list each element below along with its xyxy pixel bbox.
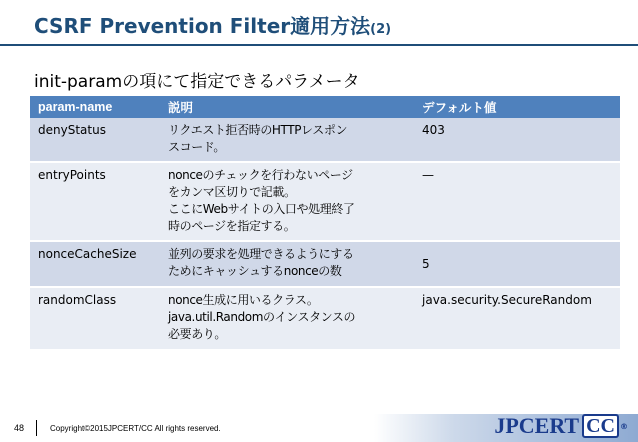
- description-cell: [160, 162, 414, 241]
- description-line: ためにキャッシュするnonceの数: [168, 264, 342, 278]
- logo-text: JPCERT: [494, 413, 580, 438]
- description-cell: [160, 287, 414, 349]
- copyright-text: Copyright©2015JPCERT/CC All rights reserved.: [50, 424, 221, 433]
- slide-title-main: CSRF Prevention Filter適用方法: [34, 14, 371, 38]
- page-number: 48: [14, 423, 25, 433]
- param-name-cell: denyStatus: [30, 118, 160, 162]
- table-row: [30, 241, 620, 287]
- default-value-cell: —: [414, 162, 620, 241]
- param-name-cell: randomClass: [30, 287, 160, 349]
- description-cell: [160, 118, 414, 162]
- table-header-row: [30, 96, 620, 118]
- jpcert-logo: [494, 413, 628, 439]
- footer-divider: [36, 420, 37, 436]
- logo-registered-mark: ®: [620, 421, 628, 431]
- default-value-cell: 5: [414, 241, 620, 287]
- description-line: をカンマ区切りで記載。: [168, 185, 296, 199]
- slide-subtitle: init-paramの項にて指定できるパラメータ: [34, 72, 360, 92]
- default-value-cell: 403: [414, 118, 620, 162]
- param-table: [30, 96, 620, 349]
- table-row: [30, 287, 620, 349]
- table-row: [30, 162, 620, 241]
- param-name-cell: entryPoints: [30, 162, 160, 241]
- param-name-cell: nonceCacheSize: [30, 241, 160, 287]
- title-divider: [0, 44, 638, 46]
- description-cell: [160, 241, 414, 287]
- description-line: 時のページを指定する。: [168, 219, 296, 233]
- description-line: java.util.Randomのインスタンスの: [168, 310, 356, 324]
- table-row: [30, 118, 620, 162]
- logo-cc: CC: [582, 414, 619, 438]
- header-param-name: param-name: [30, 96, 160, 118]
- description-line: リクエスト拒否時のHTTPレスポン: [168, 123, 348, 137]
- default-value-cell: java.security.SecureRandom: [414, 287, 620, 349]
- description-line: 並列の要求を処理できるようにする: [168, 247, 354, 261]
- description-line: 必要あり。: [168, 327, 227, 341]
- slide-title-suffix: (2): [370, 22, 392, 37]
- description-line: ここにWebサイトの入口や処理終了: [168, 202, 355, 216]
- description-line: nonce生成に用いるクラス。: [168, 293, 319, 307]
- description-line: nonceのチェックを行わないページ: [168, 168, 353, 182]
- header-description: 説明: [160, 96, 414, 118]
- slide-title: [34, 10, 391, 39]
- header-default-value: デフォルト値: [414, 96, 620, 118]
- description-line: スコード。: [168, 140, 225, 154]
